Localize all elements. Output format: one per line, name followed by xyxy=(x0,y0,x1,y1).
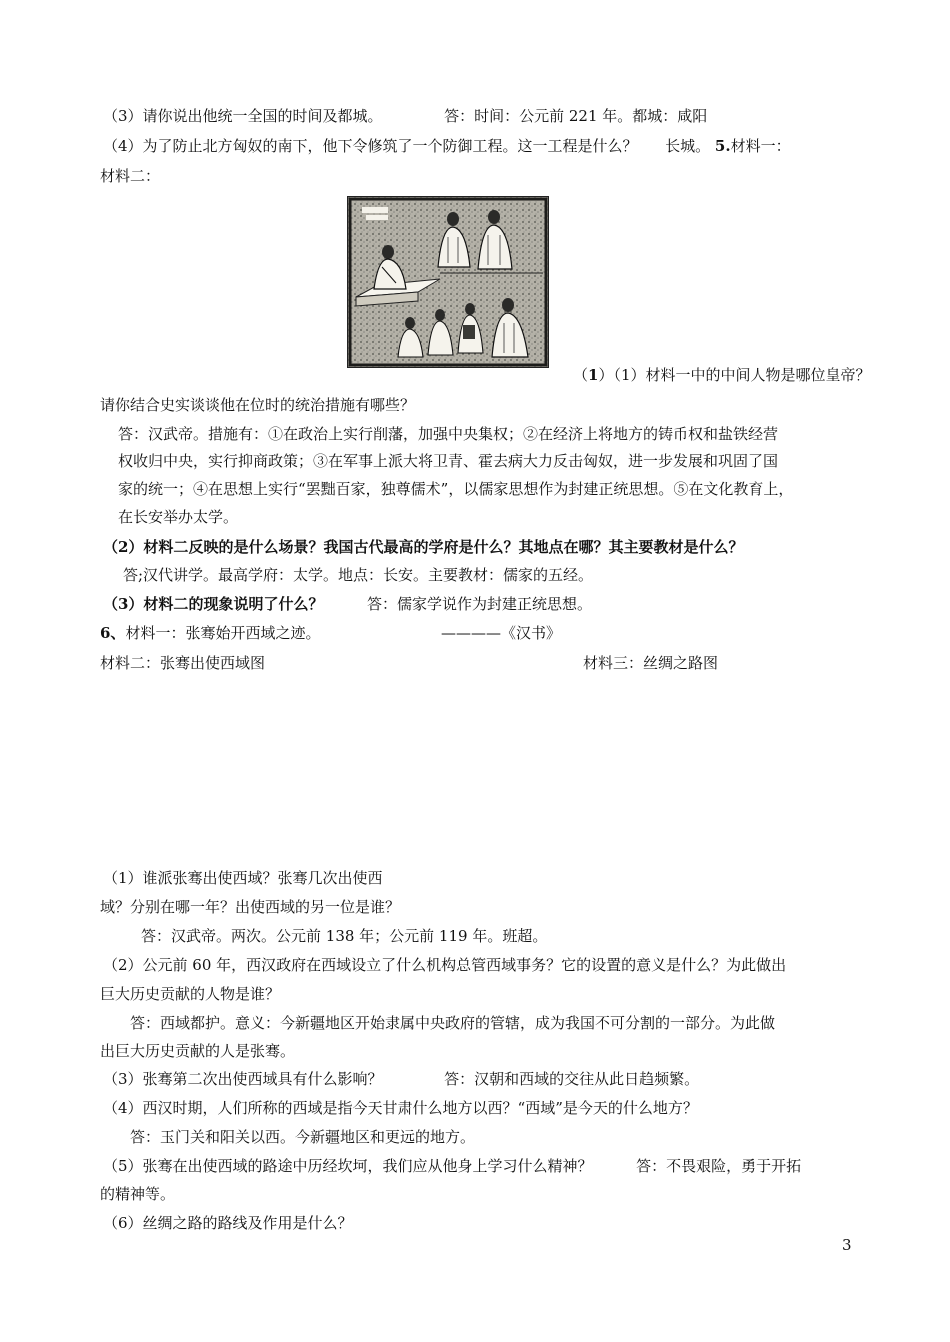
q6-sub4-question: （4）西汉时期，人们所称的西域是指今天甘肃什么地方以西？“西域”是今天的什么地方？ xyxy=(103,1099,698,1117)
q6-sub2-answer-b: 出巨大历史贡献的人是张骞。 xyxy=(100,1042,296,1060)
q6-sub1-question-a: （1）谁派张骞出使西域？张骞几次出使西 xyxy=(103,869,383,887)
q5-sub3 xyxy=(103,597,592,612)
q4-sub3-question: （3）请你说出他统一全国的时间及都城。 xyxy=(103,107,383,125)
q4-sub4-answer: 长城。 xyxy=(665,137,711,155)
q5-sub2-answer: 答;汉代讲学。最高学府：太学。地点：长安。主要教材：儒家的五经。 xyxy=(123,566,594,584)
q6-material1: 材料一：张骞始开西域之迹。 xyxy=(125,624,321,642)
q5-sub1-answer-line1: 答：汉武帝。措施有：①在政治上实行削藩，加强中央集权；②在经济上将地方的铸币权和盐铁经营 xyxy=(118,425,779,443)
q6-heading xyxy=(100,626,320,641)
page-number: 3 xyxy=(842,1236,852,1254)
q5-material1-label: 材料一： xyxy=(730,137,791,155)
q6-number: 6、 xyxy=(100,624,126,642)
q5-sub3-answer: 答：儒家学说作为封建正统思想。 xyxy=(367,595,593,613)
q6-material3-label: 材料三：丝绸之路图 xyxy=(583,654,719,672)
q4-sub4-question: （4）为了防止北方匈奴的南下，他下令修筑了一个防御工程。这一工程是什么？ xyxy=(103,137,638,155)
q6-sub5-answer-a: 答：不畏艰险，勇于开拓 xyxy=(636,1157,802,1175)
q6-sub1-question-b: 域？分别在哪一年？出使西域的另一位是谁？ xyxy=(100,898,401,916)
q5-material2-label: 材料二： xyxy=(100,167,161,185)
q5-sub1-text-a: （1）材料一中的中间人物是哪位皇帝？ xyxy=(613,366,871,384)
q5-sub1-answer-line3: 家的统一；④在思想上实行“罢黜百家，独尊儒术”，以儒家思想作为封建正统思想。⑤在文化教育上， xyxy=(118,480,794,498)
q5-sub2-question: （2）材料二反映的是什么场景？我国古代最高的学府是什么？其地点在哪？其主要教材是什么？ xyxy=(103,538,744,556)
q5-sub1-answer-line2: 权收归中央，实行抑商政策；③在军事上派大将卫青、霍去病大力反击匈奴，进一步发展和巩固了国 xyxy=(118,452,779,470)
q5-number: 5. xyxy=(714,137,731,155)
q6-sub3-answer: 答：汉朝和西域的交往从此日趋频繁。 xyxy=(444,1070,700,1088)
q5-sub1-answer-line4: 在长安举办太学。 xyxy=(118,508,239,526)
q6-sub6-question: （6）丝绸之路的路线及作用是什么？ xyxy=(103,1214,353,1232)
q6-sub3 xyxy=(103,1072,699,1087)
q6-sub1-answer: 答：汉武帝。两次。公元前 138 年；公元前 119 年。班超。 xyxy=(141,927,548,945)
han-lecture-relief-image xyxy=(347,196,549,368)
q6-sub5-answer-b: 的精神等。 xyxy=(100,1185,176,1203)
q6-sub5-question-a: （5）张骞在出使西域的路途中历经坎坷，我们应从他身上学习什么精神？ xyxy=(103,1157,593,1175)
q5-sub3-question: （3）材料二的现象说明了什么？ xyxy=(103,595,324,613)
q6-sub5 xyxy=(103,1159,801,1174)
q4-sub3 xyxy=(103,109,707,124)
q4-sub4 xyxy=(103,139,791,154)
q5-sub1-question-a: （1）（1）材料一中的中间人物是哪位皇帝？ xyxy=(573,366,871,384)
q6-sub4-answer: 答：玉门关和阳关以西。今新疆地区和更远的地方。 xyxy=(130,1128,476,1146)
q6-sub2-question-b: 巨大历史贡献的人物是谁？ xyxy=(100,985,281,1003)
q6-material2-label: 材料二：张骞出使西域图 xyxy=(100,654,266,672)
q4-sub3-answer: 答：时间：公元前 221 年。都城：咸阳 xyxy=(444,107,708,125)
q6-sub3-question: （3）张骞第二次出使西域具有什么影响？ xyxy=(103,1070,383,1088)
q6-material1-source: ————《汉书》 xyxy=(441,624,562,642)
q5-sub1-question-b: 请你结合史实谈谈他在位时的统治措施有哪些？ xyxy=(100,396,416,414)
q6-sub2-question-a: （2）公元前 60 年，西汉政府在西域设立了什么机构总管西域事务？它的设置的意义是什么？为此做出 xyxy=(103,956,787,974)
q6-sub2-answer-a: 答：西域都护。意义：今新疆地区开始隶属中央政府的管辖，成为我国不可分割的一部分。为此做 xyxy=(130,1014,776,1032)
